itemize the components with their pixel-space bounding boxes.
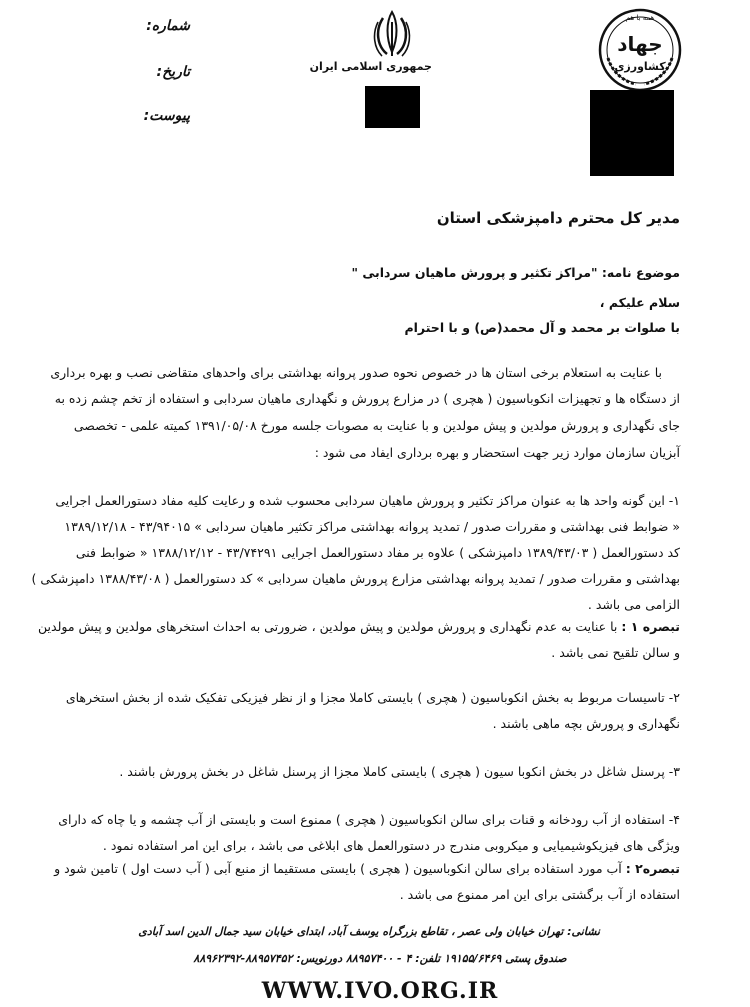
intro-line: جای نگهداری و پرورش مولدین و پیش مولدین و با عنایت به مصوبات جلسه مورخ ۱۳۹۱/۰۵/۰۸ کمیته علمی - تخصصی [73,418,680,433]
greeting-salavat: با صلوات بر محمد و آل محمد(ص) و با احترام [404,320,680,335]
intro-line: از دستگاه ها و تجهیزات انکوباسیون ( هچری ) در مزارع پرورش و نگهداری ماهیان سردابی و استفاده از تخم چشم زده به [54,391,680,406]
logo-bottom-text: کشاورزی [614,60,666,73]
date-label: تاریخ: [156,64,190,80]
note2-line: استفاده از آب برگشتی برای این امر ممنوع می باشد . [399,887,680,902]
note1-line [38,619,680,635]
national-emblem [309,8,432,73]
intro-line: آبزیان سازمان موارد زیر جهت استحضار و بهره برداری ایفاد می شود : [314,445,680,460]
footer-website: WWW.IVO.ORG.IR [261,978,499,1004]
footer-address: نشانی: تهران خیابان ولی عصر ، تقاطع بزرگراه یوسف آباد، ابتدای خیابان سید جمال الدین اسد آبادی [138,925,600,938]
item4-line: ۴- استفاده از آب رودخانه و قنات برای سالن انکوباسیون ( هچری ) ممنوع است و بایستی از آب چشمه و یا چاه که دارای [58,812,680,827]
intro-line: با عنایت به استعلام برخی استان ها در خصوص نحوه صدور پروانه بهداشتی برای واحدهای متقاضی نصب و بهره برداری [50,365,662,380]
number-label: شماره: [146,18,190,34]
item2-line: نگهداری و پرورش بچه ماهی باشند . [492,716,680,731]
note1-text: با عنایت به عدم نگهداری و پرورش مولدین و پیش مولدین ، ضرورتی به احداث استخرهای مولدین و پیش مولدین [38,619,618,634]
footer-contact: صندوق پستی ۱۹۱۵۵/۶۴۶۹ تلفن: ۴ - ۸۸۹۵۷۴۰۰ دورنویس: ۸۸۹۵۷۴۵۲-۸۸۹۶۲۳۹۲ [193,952,567,965]
note1-label: تبصره ۱ : [621,619,680,634]
item1-line: کد دستورالعمل ( ۱۳۸۹/۴۳/۰۳ دامپزشکی ) علاوه بر مفاد دستورالعمل اجرایی ۴۳/۷۴۲۹۱ - ۱۳۸۸/۱۲/۱۲ « ضوابط فنی [75,545,680,560]
note2-line [54,861,680,877]
note2-text: آب مورد استفاده برای سالن انکوباسیون ( هچری ) بایستی مستقیما از منبع آبی ( آب دست اول ) تامین شود و [54,861,622,876]
logo-top-text: همه با هم [625,14,655,22]
logo-main-text: جهاد [617,32,663,56]
ministry-logo [598,8,682,92]
item3-line: ۳- پرسنل شاغل در بخش انکوبا سیون ( هچری ) بایستی کاملا مجزا از پرسنل شاغل در بخش پرورش باشند . [119,764,680,779]
greeting-salam: سلام علیکم ، [599,295,680,310]
item1-line: « ضوابط فنی بهداشتی و مقررات صدور / تمدید پروانه بهداشتی مراکز تکثیر ماهیان سردابی » ۴۳/۹۴۰۱۵ - ۱۳۸۹/۱۲/۱۸ [64,519,680,534]
item1-line: بهداشتی و مقررات صدور / تمدید پروانه بهداشتی مزارع پرورش ماهیان سردابی » کد دستورالعمل ( ۱۳۸۸/۴۳/۰۸ دامپزشکی ) [31,571,680,586]
redaction-box [365,86,420,128]
recipient: مدیر کل محترم دامپزشکی استان [436,209,680,227]
attachment-label: پیوست: [143,108,190,124]
emblem-icon [372,8,412,60]
item1-line: الزامی می باشد . [587,597,680,612]
item4-line: ویژگی های فیزیکوشیمیایی و میکروبی مندرج در دستورالعمل های ابلاغی می باشد ، برای این امر استفاده نمود . [102,838,680,853]
note1-line: و سالن تلقیح نمی باشد . [551,645,680,660]
item1-line: ۱- این گونه واحد ها به عنوان مراکز تکثیر و پرورش ماهیان سردابی محسوب شده و رعایت کلیه مفاد دستورالعمل اجرایی [55,493,680,508]
emblem-caption: جمهوری اسلامی ایران [309,60,432,73]
subject: موضوع نامه: "مراکز تکثیر و پرورش ماهیان سردابی " [351,265,680,280]
redaction-box [590,90,674,176]
note2-label: تبصره۲ : [625,861,680,876]
item2-line: ۲- تاسیسات مربوط به بخش انکوباسیون ( هچری ) بایستی کاملا مجزا و از نظر فیزیکی تفکیک شده از بخش استخرهای [65,690,680,705]
